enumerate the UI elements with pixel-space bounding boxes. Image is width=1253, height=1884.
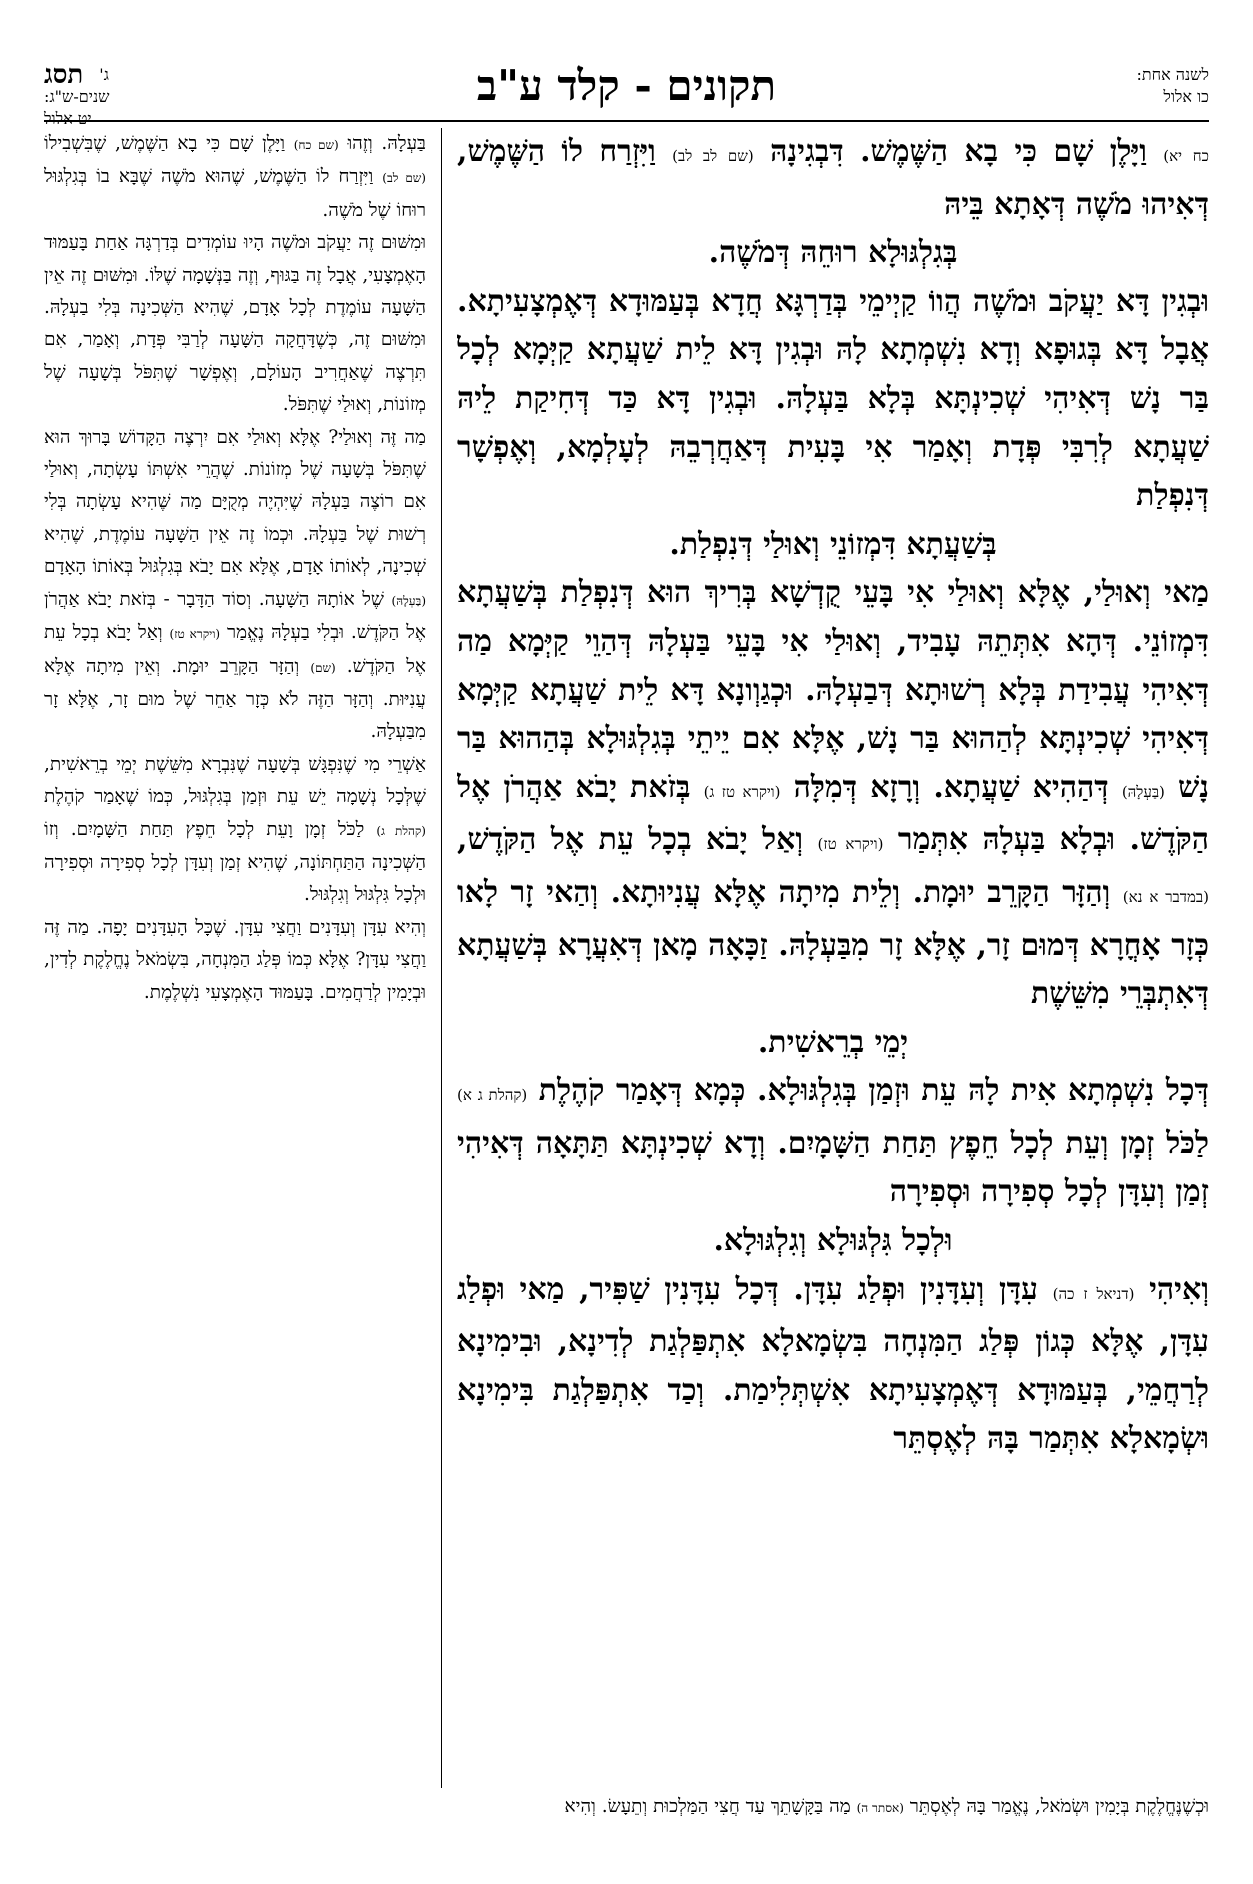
- side-paragraph-3: [44, 422, 426, 749]
- text-span: לַכֹּל זְמָן וָעֵת לְכָל חֵפֶץ תַּחַת הַשָּׁמָיִם. וְזוֹ הַשְּׁכִינָה הַתַּחְתּוֹנָה, שֶׁהִיא זְמַן וְעִדָּן לְכָל סְפִירָה וּסְפִירָה וּלְכָל גִּלְגּוּל וְגִלְגּוּל.: [44, 818, 426, 906]
- side-paragraph-5: וְהִיא עִדָּן וְעִדָּנִים וַחֲצִי עִדָּן. שֶׁכָּל הָעִדָּנִים יָפָה. מַה זֶּה וַחֲצִי עִדָּן? אֶלָּא כְּמוֹ פְּלַג הַמִּנְחָה, בִּשְׂמֹאל נֶחֱלֶקֶת לְדִין, וּבְיָמִין לְרַחֲמִים. בָּעַמּוּד הָאֶמְצָעִי נִשְׁלֶמֶת.: [44, 916, 426, 1003]
- text-span: וְהַזָּר הַקָּרֵב יוּמָת. וְאֵין מִיתָה אֶלָּא עֲנִיּוּת. וְהַזָּר הַזֶּה לֹא כְּזָר אַחֵר שֶׁל מוּם זָר, אֶלָּא זָר מִבַּעְלָהּ.: [44, 655, 426, 743]
- header-right-line1: לשנה אחת:: [1136, 65, 1209, 84]
- text-span: וְאַל יָבֹא בְכָל עֵת אֶל הַקֹּדֶשׁ,: [457, 822, 804, 858]
- source-ref: (קהלת ג): [376, 823, 426, 838]
- source-ref: (שם כח): [293, 138, 339, 152]
- text-span: מַה זֶּה וְאוּלַי? אֶלָּא וְאוּלַי אִם יִרְצֶה הַקָּדוֹשׁ בָּרוּךְ הוּא שֶׁתִּפֹּל בְּשָׁעָה שֶׁל מְזוֹנוֹת. שֶׁהֲרֵי אִשְׁתּוֹ עָשְׂתָה, וְאוּלַי אִם רוֹצֶה בַּעְלָהּ שֶׁיִּהְיֶה מְקֻיָּם מַה שֶּׁהִיא עָשְׂתָה בְּלִי רְשׁוּת שֶׁל בַּעְלָהּ. וּכְמוֹ זֶה אֵין הַשָּׁעָה עוֹמֶדֶת, שֶׁהִיא שְׁכִינָה, לְאוֹתוֹ אָדָם, אֶלָּא אִם יָבֹא בְּגִלְגּוּל בְּאוֹתוֹ הָאָדָם: [44, 426, 426, 578]
- text-span: מַה בַּקָּשָׁתֵךְ עַד חֲצִי הַמַּלְכוּת וְתֵעָשׂ. וְהִיא: [564, 1796, 851, 1817]
- page-header: [44, 60, 1209, 128]
- main-text-column: [457, 128, 1209, 1788]
- text-span: בְּזֹאת יָבֹא אַהֲרֹן אֶל הַקֹּדֶשׁ. וּבְלָא בַּעְלָהּ אִתְּמַר: [457, 769, 1209, 858]
- source-ref: (ויקרא טז ג): [703, 782, 781, 801]
- source-ref: (אסתר ה): [856, 1801, 904, 1815]
- text-span: וּכְשֶׁנֶּחֱלֶקֶת בְּיָמִין וּשְׂמֹאל, נֶאֱמַר בָּהּ לְאֶסְתֵּר: [909, 1796, 1209, 1817]
- header-right-line2: כו אלול: [1163, 87, 1209, 106]
- main-paragraph-1: [457, 128, 1209, 229]
- page-number: תסג: [44, 60, 84, 90]
- translation-column: [44, 128, 426, 1788]
- side-paragraph-2: וּמִשּׁוּם זֶה יַעֲקֹב וּמֹשֶׁה הָיוּ עוֹמְדִים בְּדַרְגָּה אַחַת בָּעַמּוּד הָאֶמְצָעִי, אֲבָל זֶה בַּגּוּף, וְזֶה בַּנְּשָׁמָה שֶׁלּוֹ. וּמִשּׁוּם זֶה אֵין הַשָּׁעָה עוֹמֶדֶת לְכָל אָדָם, שֶׁהִיא הַשְּׁכִינָה בְּלִי בַעְלָהּ. וּמִשּׁוּם זֶה, כְּשֶׁדָּחֲקָה הַשָּׁעָה לְרַבִּי פְּדָת, וְאָמַר, אִם תִּרְצֶה שֶׁאַחֲרִיב הָעוֹלָם, וְאֶפְשָׁר שֶׁתִּפֹּל בְּשָׁעָה שֶׁל מְזוֹנוֹת, וְאוּלַי שֶׁתִּפֹּל.: [44, 232, 426, 416]
- main-paragraph-1-end: בְּגִלְגּוּלָא רוּחֵהּ דְּמֹשֶׁה.: [708, 235, 958, 271]
- text-span: וַיָּלֶן שָׁם כִּי בָא הַשֶּׁמֶשׁ, שֶׁבִּשְׁבִילוֹ: [44, 133, 286, 154]
- source-ref: (שם): [310, 660, 336, 675]
- text-span: בַּעְלָהּ. וְזֶהוּ: [347, 133, 426, 154]
- source-ref: (שם לב לב): [672, 147, 754, 165]
- source-ref: (בַּעְלָהּ): [1121, 782, 1165, 801]
- side-paragraph-1: [44, 128, 426, 227]
- main-paragraph-3-center: יְמֵי בְרֵאשִׁית.: [757, 1024, 909, 1060]
- text-span: דְּכָל נִשְׁמְתָא אִית לָהּ עֵת וּזְמַן בְּגִלְגּוּלָא. כְּמָא דְּאָמַר קֹהֶלֶת: [538, 1073, 1209, 1109]
- main-paragraph-4: [457, 1266, 1209, 1464]
- source-ref: (ויקרא טז): [169, 627, 221, 642]
- header-left-line2: יט אלול: [44, 109, 92, 128]
- main-paragraph-2-end: בְּשַׁעֲתָא דִּמְזוֹנֵי וְאוּלַי דְּנִפְלַת.: [669, 526, 997, 562]
- main-paragraph-3b-end: וּלְכָל גִּלְגּוּלָא וְגִלְגּוּלָא.: [713, 1223, 953, 1259]
- source-ref: (קהלת ג א): [457, 1086, 528, 1105]
- main-paragraph-3: [457, 569, 1209, 1018]
- main-paragraph-3b: [457, 1067, 1209, 1217]
- source-ref: (ויקרא טז): [817, 835, 884, 854]
- source-ref: (שם לב): [382, 171, 426, 186]
- text-span: עִדָּן וְעִדָּנִין וּפְלַג עִדָּן. דְּכָל עִדָּנִין שַׁפִּיר, מַאי וּפְלַג עִדָּן, אֶלָּא כְּגוֹן פְּלַג הַמִּנְחָה בִּשְׂמָאלָא אִתְפַּלְגַת לְדִינָא, וּבִימִינָא לְרַחֲמֵי, בְּעַמּוּדָא דְּאֶמְצָעִיתָא אִשְׁתְּלִימַת. וְכַד אִתְפַּלְגַת בִּימִינָא וּשְׂמָאלָא אִתְּמַר בָּהּ לְאֶסְתֵּר: [457, 1271, 1209, 1457]
- footer-continuation-line: [44, 1792, 1209, 1823]
- source-ref: כח יא): [1163, 147, 1209, 165]
- text-span: דְּהַהִיא שַׁעֲתָא. וְרָזָא דְּמִלָּה: [793, 769, 1109, 805]
- text-span: מַאי וְאוּלַי, אֶלָּא וְאוּלַי אִי בָּעֵי קֻדְשָׁא בְּרִיךְ הוּא דְּנִפְלַת בְּשַׁעֲתָא דִּמְזוֹנֵי. דְּהָא אִתְּתֵהּ עָבִיד, וְאוּלַי אִי בָּעֵי בַּעְלָהּ דְּהַוֵי קַיְּמָא מַה דְּאִיהִי עֲבִידַת בְּלָא רְשׁוּתָא דְּבַעְלָהּ. וּכְגַוְונָא דָּא לֵית שַׁעֲתָא קַיְּמָא דְּאִיהִי שְׁכִינְתָּא לְהַהוּא בַּר נָשׁ, אֶלָּא אִם יֵיתֵי בְּגִלְגּוּלָא בְּהַהוּא בַּר נָשׁ: [457, 575, 1209, 805]
- source-ref: (במדבר א נא): [1122, 887, 1209, 906]
- text-span: וְאִיהִי: [1149, 1271, 1209, 1307]
- header-left-line1: ג' שנים-ש"ג:: [44, 65, 110, 106]
- text-span: וְהַזָּר הַקָּרֵב יוּמָת. וְלֵית מִיתָה אֶלָּא עֲנִיוּתָא. וְהַאי זָר לָאו כְּזָר אָחֳרָא דְּמוּם זָר, אֶלָּא זָר מִבַּעְלָהּ. זַכָּאָה מָאן דְּאִעֲרָא בְּשַׁעֲתָא דְּאִתְבְּרֵי מִשֵּׁשֶׁת: [457, 874, 1209, 1012]
- main-paragraph-2: [457, 278, 1209, 521]
- text-span: וַיִּזְרַח לוֹ הַשֶּׁמֶשׁ, דְּאִיהוּ מֹשֶׁה דְּאָתָא בֵּיהּ: [457, 134, 1209, 222]
- text-span: לַכֹּל זְמָן וְעֵת לְכָל חֵפֶץ תַּחַת הַשָּׁמָיִם. וְדָא שְׁכִינְתָּא תַּתָּאָה דְּאִיהִי זְמַן וְעִדָּן לְכָל סְפִירָה וּסְפִירָה: [457, 1125, 1209, 1210]
- text-span: וְאַל יָבֹא בְכָל עֵת אֶל הַקֹּדֶשׁ.: [44, 622, 426, 677]
- source-ref: (בַּעְלָהּ): [391, 593, 426, 608]
- text-span: וַיִּזְרַח לוֹ הַשֶּׁמֶשׁ, שֶׁהוּא מֹשֶׁה שֶׁבָּא בוֹ בְּגִלְגּוּל רוּחוֹ שֶׁל מֹשֶׁה.: [44, 166, 426, 221]
- header-left-schedule: [44, 60, 124, 130]
- source-ref: (דניאל ז כה): [1052, 1284, 1135, 1303]
- column-divider: [441, 128, 442, 1788]
- text-span: וּבְגִין דָּא יַעֲקֹב וּמֹשֶׁה הֲווֹ קַיְימֵי בְּדַרְגָּא חֲדָא בְּעַמּוּדָא דְּאֶמְצָעִיתָא. אֲבָל דָּא בְּגוּפָא וְדָא נִשְׁמְתָא לָהּ וּבְגִין דָּא לֵית שַׁעֲתָא קַיְּמָא לְכָל בַּר נָשׁ דְּאִיהִי שְׁכִינְתָּא בְּלָא בַּעְלָהּ. וּבְגִין דָּא כַּד דְּחִיקַת לֵיהּ שַׁעֲתָא לְרִבִּי פְּדָת וְאָמַר אִי בָּעִית דְּאַחֲרְבֵהּ לְעָלְמָא, וְאֶפְשָׁר דְּנִפְלַת: [457, 283, 1209, 514]
- page-title: תקונים - קלד ע"ב: [476, 61, 777, 110]
- text-span: שֶׁל אוֹתָהּ הַשָּׁעָה. וְסוֹד הַדָּבָר - בְּזֹאת יָבֹא אַהֲרֹן אֶל הַקֹּדֶשׁ. וּבְלִי בַעְלָהּ נֶאֱמַר: [44, 588, 426, 644]
- text-span: אַשְׁרֵי מִי שֶׁנִּפְגָּשׁ בְּשָׁעָה שֶׁנִּבְרָא מִשֵּׁשֶׁת יְמֵי בְרֵאשִׁית, שֶׁלְּכָל נְשָׁמָה יֵשׁ עֵת וּזְמַן בְּגִלְגּוּל, כְּמוֹ שֶׁאָמַר קֹהֶלֶת: [44, 753, 426, 808]
- side-paragraph-4: [44, 749, 426, 912]
- text-span: וַיָּלֶן שָׁם כִּי בָא הַשֶּׁמֶשׁ. דִּבְגִינָהּ: [770, 134, 1147, 169]
